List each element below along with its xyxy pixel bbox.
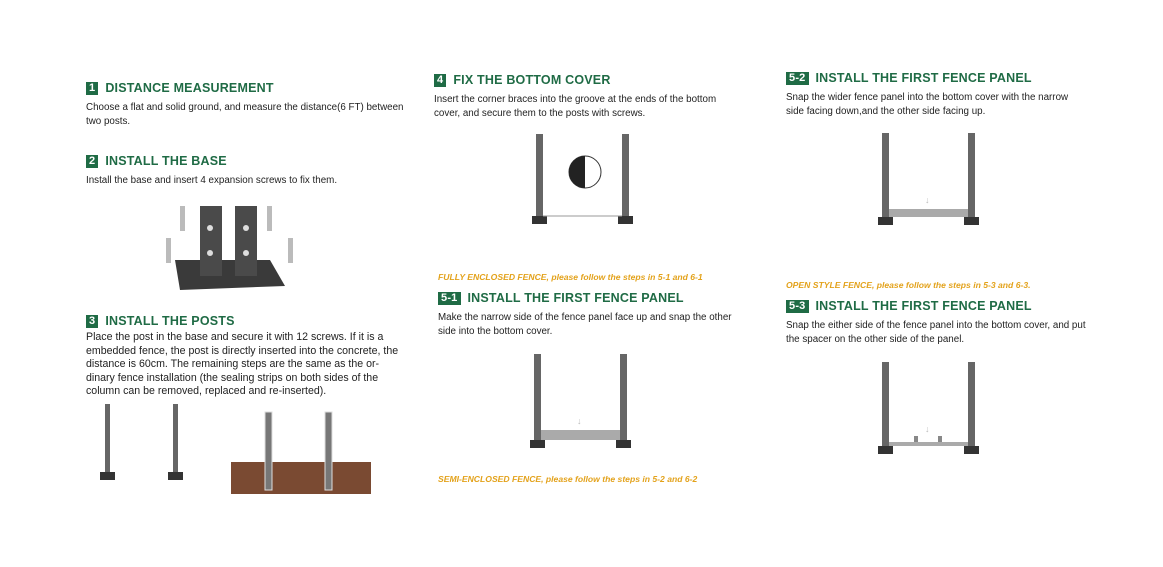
step-title: FIX THE BOTTOM COVER: [453, 73, 611, 87]
posts-illustration: [85, 402, 375, 494]
panel-5-1-illustration: [528, 354, 638, 450]
step-badge: 4: [434, 74, 446, 87]
svg-text:↓: ↓: [925, 424, 930, 434]
step-text: Choose a flat and solid ground, and measure the distance(6 FT) between two posts.: [86, 102, 404, 127]
step-title: INSTALL THE BASE: [105, 154, 227, 168]
svg-text:↓: ↓: [925, 195, 930, 205]
step-title: INSTALL THE FIRST FENCE PANEL: [815, 71, 1032, 85]
panel-5-2-illustration: [876, 133, 986, 229]
step-badge: 1: [86, 82, 98, 95]
bottom-cover-illustration: [530, 134, 640, 226]
step-5-1: [438, 291, 738, 339]
step-text: Insert the corner braces into the groove at the ends of the bottom cover, and secure them to the posts with screws.: [434, 94, 717, 119]
step-text: Snap the either side of the fence panel into the bottom cover, and put the spacer on the other side of the panel.: [786, 320, 1086, 345]
svg-text:↓: ↓: [577, 416, 582, 426]
step-title: INSTALL THE POSTS: [105, 314, 235, 328]
step-title: INSTALL THE FIRST FENCE PANEL: [467, 291, 684, 305]
step-text: Place the post in the base and secure it with 12 screws. If it is a embedded fence, the post is directly inserted into the concrete, the distance is 60cm. The remaining steps are the same as the or-dinary fence installation (the sealing strips on both sides of the column can be removed, replaced and re-inserted).: [86, 331, 399, 397]
panel-5-3-illustration: [876, 362, 986, 458]
step-badge: 3: [86, 315, 98, 328]
note-semi-enclosed: SEMI-ENCLOSED FENCE, please follow the steps in 5-2 and 6-2: [438, 474, 698, 484]
base-illustration: [160, 198, 300, 294]
step-2: [86, 154, 406, 188]
step-4: [434, 73, 734, 121]
step-text: Install the base and insert 4 expansion screws to fix them.: [86, 175, 338, 186]
step-badge: 5-2: [786, 72, 809, 85]
step-title: DISTANCE MEASUREMENT: [105, 81, 274, 95]
note-open-style: OPEN STYLE FENCE, please follow the steps in 5-3 and 6-3.: [786, 280, 1031, 290]
step-3: [86, 314, 406, 399]
note-fully-enclosed: FULLY ENCLOSED FENCE, please follow the steps in 5-1 and 6-1: [438, 272, 703, 282]
step-badge: 2: [86, 155, 98, 168]
step-text: Make the narrow side of the fence panel face up and snap the other side into the bottom cover.: [438, 312, 732, 337]
step-text: Snap the wider fence panel into the bottom cover with the narrow side facing down,and the other side facing up.: [786, 92, 1069, 117]
step-1: [86, 81, 406, 129]
step-badge: 5-3: [786, 300, 809, 313]
step-title: INSTALL THE FIRST FENCE PANEL: [815, 299, 1032, 313]
step-5-2: [786, 71, 1086, 119]
step-5-3: [786, 299, 1086, 347]
step-badge: 5-1: [438, 292, 461, 305]
